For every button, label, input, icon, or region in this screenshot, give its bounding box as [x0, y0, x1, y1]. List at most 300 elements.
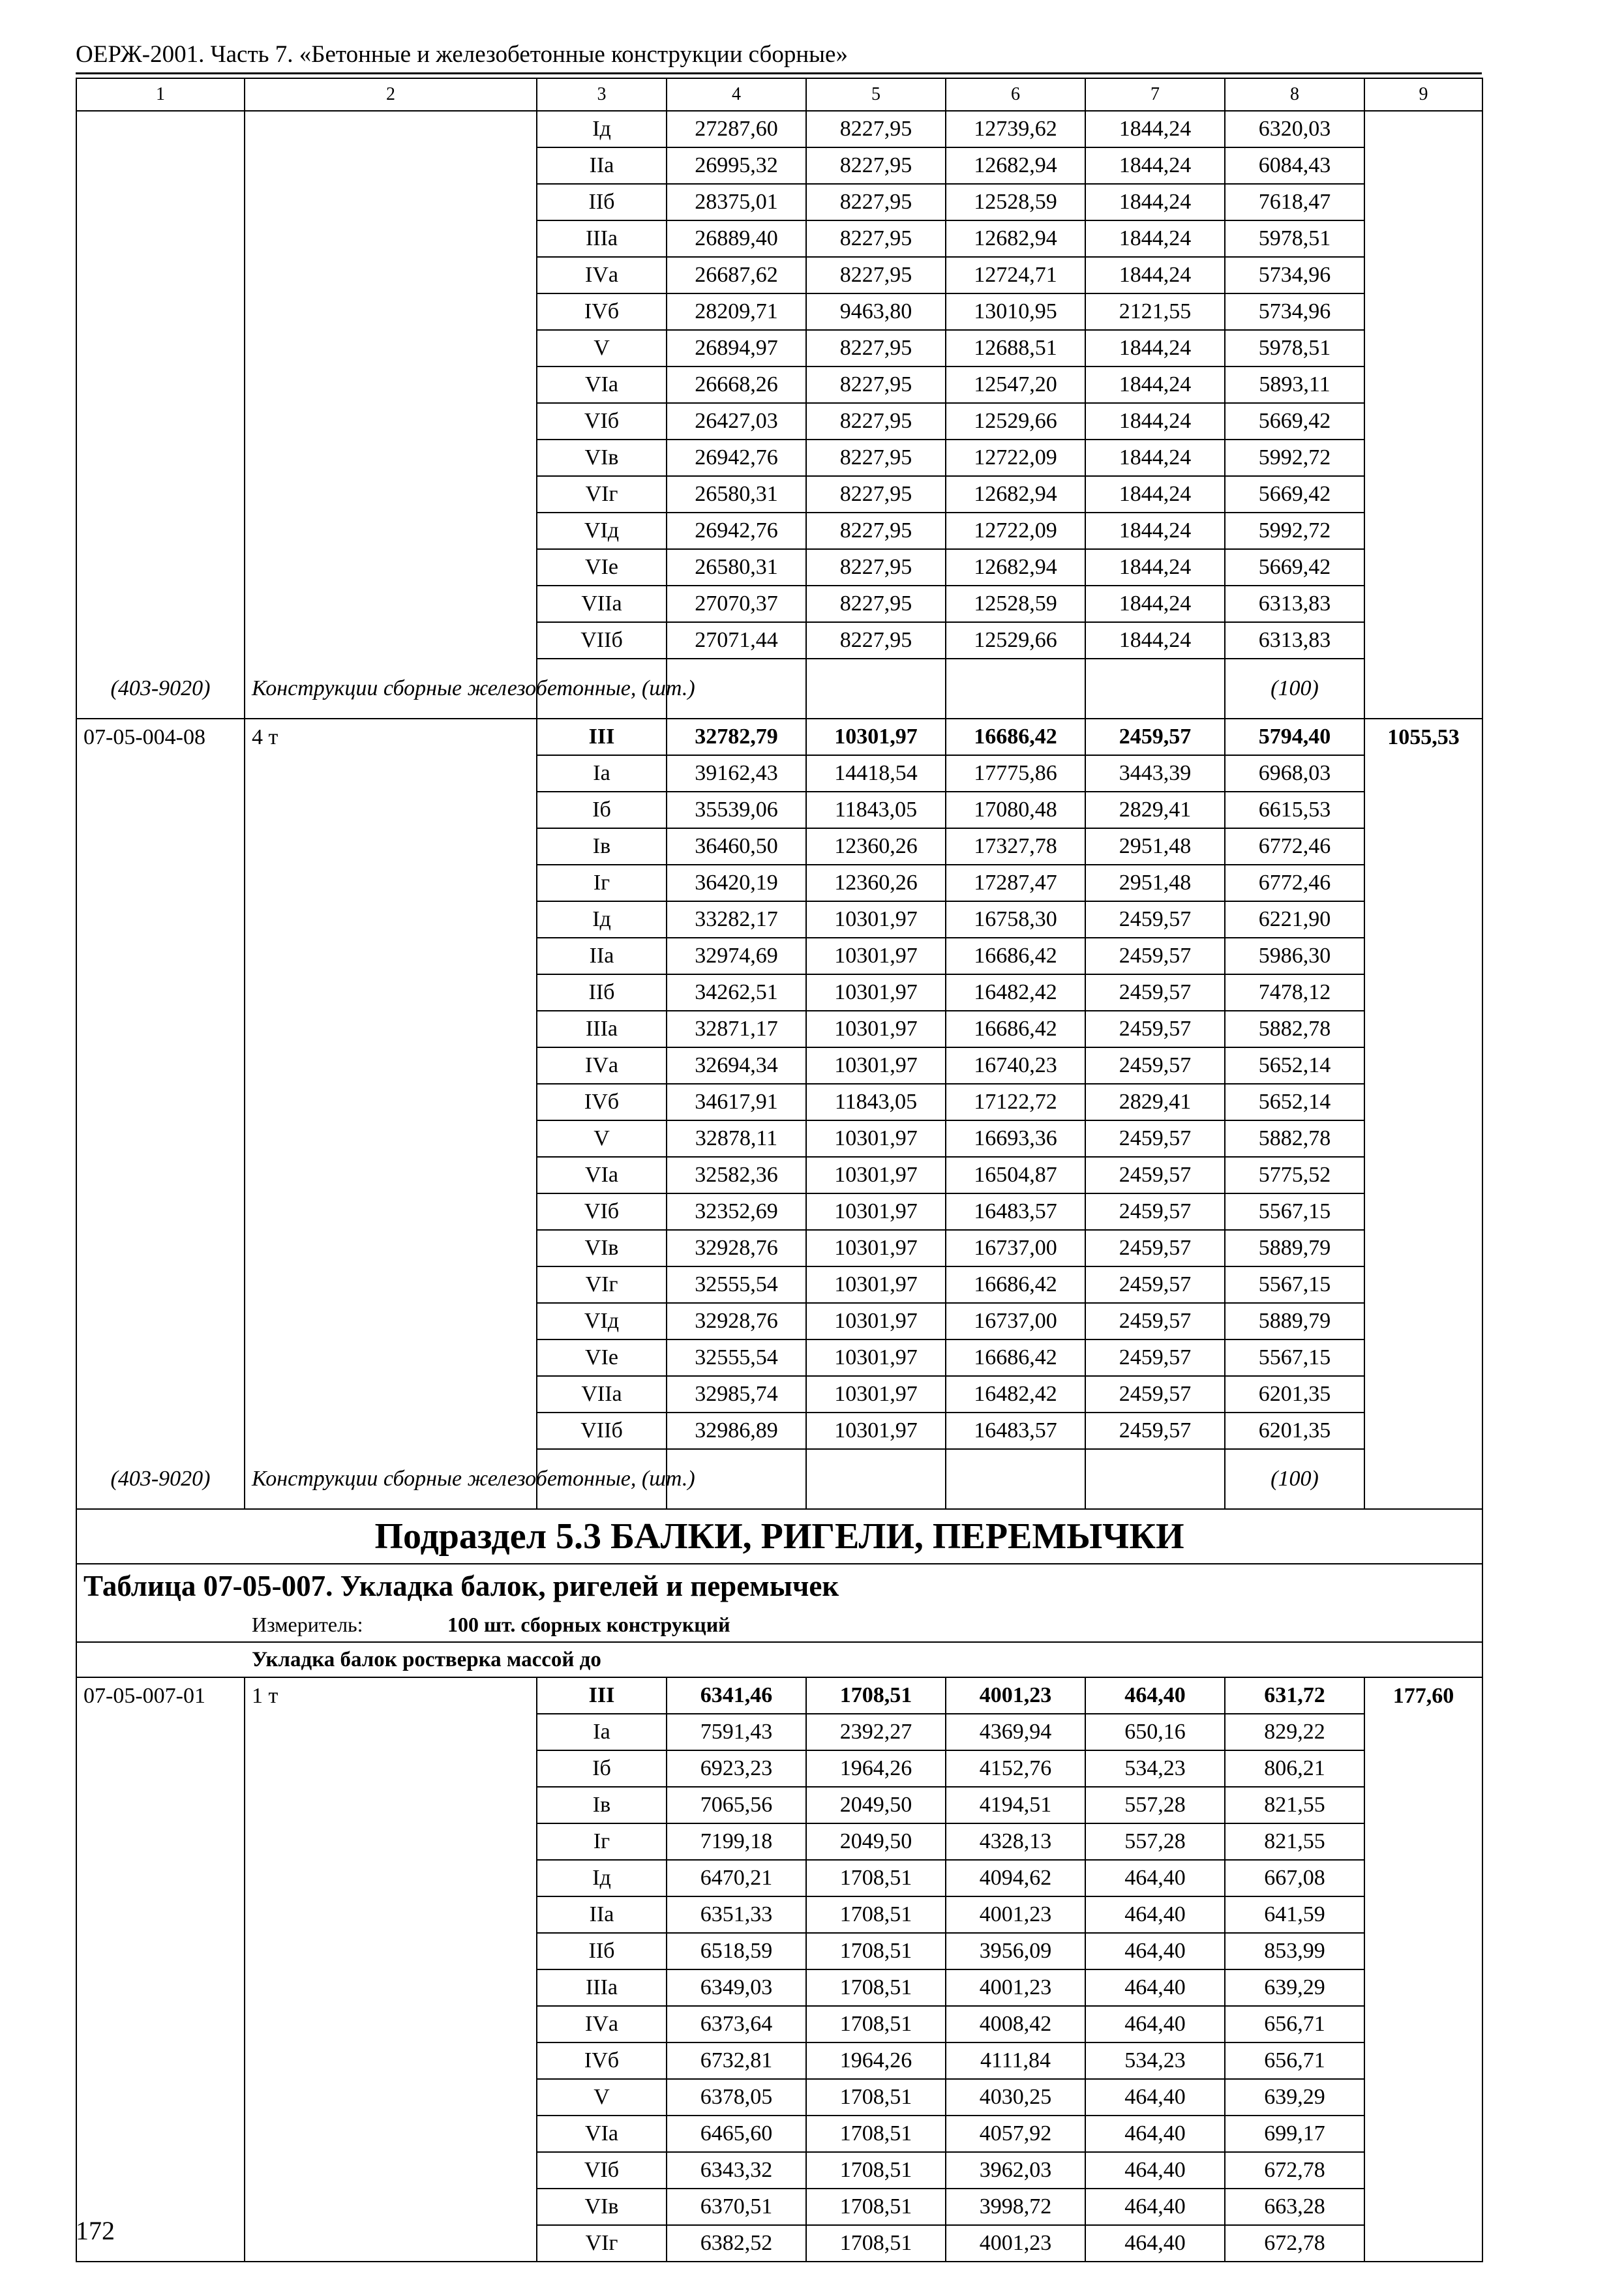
- cost-value: 4008,42: [946, 2006, 1085, 2042]
- cost-value: 10301,97: [806, 1303, 946, 1339]
- cost-value: 6923,23: [667, 1750, 806, 1787]
- rate-code: [76, 513, 245, 549]
- labor-total: [1364, 513, 1482, 549]
- rate-code: [76, 147, 245, 184]
- rate-row: [76, 2116, 1482, 2152]
- rate-code: [76, 1823, 245, 1860]
- rate-code: [76, 974, 245, 1011]
- zone-code: Iд: [537, 1860, 667, 1896]
- rate-row: [76, 792, 1482, 828]
- cost-value: 656,71: [1225, 2042, 1364, 2079]
- cost-value: 821,55: [1225, 1787, 1364, 1823]
- cost-value: 8227,95: [806, 367, 946, 403]
- cost-value: 1844,24: [1085, 440, 1225, 476]
- cost-value: 11843,05: [806, 1084, 946, 1120]
- rate-code: [76, 1011, 245, 1047]
- cost-value: 464,40: [1085, 2225, 1225, 2262]
- zone-code: IIа: [537, 938, 667, 974]
- zone-code: V: [537, 330, 667, 367]
- cost-value: 7199,18: [667, 1823, 806, 1860]
- cost-value: 2829,41: [1085, 792, 1225, 828]
- rate-row: [76, 1084, 1482, 1120]
- cost-value: 6313,83: [1225, 586, 1364, 622]
- cost-value: 17122,72: [946, 1084, 1085, 1120]
- table-title-row: [76, 1564, 1482, 1609]
- rate-row: [76, 293, 1482, 330]
- rate-row: [76, 755, 1482, 792]
- rate-code: [76, 403, 245, 440]
- cost-value: 32928,76: [667, 1303, 806, 1339]
- rate-code: [76, 865, 245, 901]
- rate-row: [76, 476, 1482, 513]
- cost-value: 1708,51: [806, 1933, 946, 1969]
- rate-code: [76, 1266, 245, 1303]
- zone-code: Iд: [537, 111, 667, 147]
- cost-value: 639,29: [1225, 2079, 1364, 2116]
- zone-code: Iа: [537, 755, 667, 792]
- rate-name: [245, 330, 537, 367]
- cost-value: 33282,17: [667, 901, 806, 938]
- cost-value: 1708,51: [806, 1860, 946, 1896]
- cost-value: 5889,79: [1225, 1230, 1364, 1266]
- rate-name: 1 т: [245, 1677, 537, 1714]
- cost-value: 4094,62: [946, 1860, 1085, 1896]
- rate-code: [76, 1339, 245, 1376]
- cost-value: 464,40: [1085, 2116, 1225, 2152]
- cost-value: 464,40: [1085, 2079, 1225, 2116]
- cost-value: 1844,24: [1085, 549, 1225, 586]
- labor-total: [1364, 1787, 1482, 1823]
- resource-note-row: [76, 1449, 1482, 1509]
- cost-value: 5652,14: [1225, 1047, 1364, 1084]
- cost-value: 34617,91: [667, 1084, 806, 1120]
- cost-value: 12688,51: [946, 330, 1085, 367]
- cost-value: 5669,42: [1225, 403, 1364, 440]
- column-number: 4: [667, 78, 806, 111]
- rate-row: [76, 1193, 1482, 1230]
- labor-total: [1364, 1896, 1482, 1933]
- labor-total: [1364, 622, 1482, 659]
- header-rule: [76, 72, 1482, 74]
- cost-value: 5734,96: [1225, 257, 1364, 293]
- cost-value: 4328,13: [946, 1823, 1085, 1860]
- cost-value: 2459,57: [1085, 1339, 1225, 1376]
- rate-name: [245, 865, 537, 901]
- labor-total: [1364, 1750, 1482, 1787]
- zone-code: Iг: [537, 865, 667, 901]
- cost-value: 464,40: [1085, 1933, 1225, 1969]
- cost-value: 36460,50: [667, 828, 806, 865]
- cost-value: 26427,03: [667, 403, 806, 440]
- rate-name: [245, 549, 537, 586]
- rate-code: [76, 938, 245, 974]
- rate-row: [76, 622, 1482, 659]
- labor-total: [1364, 2116, 1482, 2152]
- cost-value: 853,99: [1225, 1933, 1364, 1969]
- zone-code: IIа: [537, 1896, 667, 1933]
- cost-value: 4001,23: [946, 1969, 1085, 2006]
- rate-code: [76, 220, 245, 257]
- rates-table: [76, 78, 1483, 2262]
- labor-total: 177,60: [1364, 1677, 1482, 1714]
- cost-value: 26942,76: [667, 513, 806, 549]
- empty-cell: [1364, 1449, 1482, 1509]
- labor-total: [1364, 2189, 1482, 2225]
- zone-code: IVа: [537, 257, 667, 293]
- cost-value: 3998,72: [946, 2189, 1085, 2225]
- cost-value: 10301,97: [806, 1157, 946, 1193]
- cost-value: 10301,97: [806, 938, 946, 974]
- rate-name: [245, 476, 537, 513]
- cost-value: 17080,48: [946, 792, 1085, 828]
- labor-total: [1364, 1230, 1482, 1266]
- labor-total: [1364, 111, 1482, 147]
- page-number: 172: [76, 2216, 115, 2245]
- labor-total: [1364, 330, 1482, 367]
- cost-value: 10301,97: [806, 1230, 946, 1266]
- zone-code: IIб: [537, 1933, 667, 1969]
- cost-value: 12360,26: [806, 865, 946, 901]
- zone-code: VIд: [537, 1303, 667, 1339]
- zone-code: VIа: [537, 1157, 667, 1193]
- labor-total: [1364, 1376, 1482, 1413]
- cost-value: 557,28: [1085, 1823, 1225, 1860]
- labor-total: [1364, 1969, 1482, 2006]
- cost-value: 5669,42: [1225, 476, 1364, 513]
- labor-total: 1055,53: [1364, 719, 1482, 755]
- cost-value: 464,40: [1085, 1969, 1225, 2006]
- rate-name: [245, 2225, 537, 2262]
- cost-value: 12547,20: [946, 367, 1085, 403]
- cost-value: 8227,95: [806, 147, 946, 184]
- labor-total: [1364, 2006, 1482, 2042]
- cost-value: 6084,43: [1225, 147, 1364, 184]
- cost-value: 32871,17: [667, 1011, 806, 1047]
- rate-name: [245, 293, 537, 330]
- cost-value: 12724,71: [946, 257, 1085, 293]
- cost-value: 16504,87: [946, 1157, 1085, 1193]
- rate-row: [76, 974, 1482, 1011]
- cost-value: 6772,46: [1225, 828, 1364, 865]
- rate-name: [245, 755, 537, 792]
- cost-value: 12739,62: [946, 111, 1085, 147]
- cost-value: 34262,51: [667, 974, 806, 1011]
- labor-total: [1364, 2152, 1482, 2189]
- page-header: ОЕРЖ-2001. Часть 7. «Бетонные и железобетонные конструкции сборные»: [76, 41, 848, 68]
- zone-code: VIе: [537, 549, 667, 586]
- labor-total: [1364, 549, 1482, 586]
- cost-value: 534,23: [1085, 2042, 1225, 2079]
- labor-total: [1364, 147, 1482, 184]
- column-number-row: [76, 78, 1482, 111]
- cost-value: 6732,81: [667, 2042, 806, 2079]
- rate-code: 07-05-004-08: [76, 719, 245, 755]
- zone-code: Iг: [537, 1823, 667, 1860]
- rate-code: [76, 1413, 245, 1449]
- labor-total: [1364, 1413, 1482, 1449]
- rate-name: [245, 2006, 537, 2042]
- cost-value: 639,29: [1225, 1969, 1364, 2006]
- labor-total: [1364, 938, 1482, 974]
- zone-code: VIе: [537, 1339, 667, 1376]
- rate-row: [76, 1120, 1482, 1157]
- cost-value: 3956,09: [946, 1933, 1085, 1969]
- cost-value: 16686,42: [946, 1011, 1085, 1047]
- cost-value: 464,40: [1085, 2152, 1225, 2189]
- rate-code: [76, 1787, 245, 1823]
- cost-value: 3443,39: [1085, 755, 1225, 792]
- cost-value: 2121,55: [1085, 293, 1225, 330]
- cost-value: 1844,24: [1085, 622, 1225, 659]
- rate-code: [76, 1969, 245, 2006]
- cost-value: 26942,76: [667, 440, 806, 476]
- resource-code: (403-9020): [76, 1449, 245, 1509]
- resource-note-row: [76, 659, 1482, 719]
- cost-value: 1844,24: [1085, 111, 1225, 147]
- rate-name: [245, 1413, 537, 1449]
- rate-name: [245, 1339, 537, 1376]
- rate-name: [245, 1969, 537, 2006]
- rate-code: [76, 1047, 245, 1084]
- rate-row: [76, 1011, 1482, 1047]
- cost-value: 2459,57: [1085, 901, 1225, 938]
- rate-row: [76, 330, 1482, 367]
- cost-value: 1964,26: [806, 1750, 946, 1787]
- labor-total: [1364, 220, 1482, 257]
- rate-code: [76, 367, 245, 403]
- cost-value: 16482,42: [946, 1376, 1085, 1413]
- table-title: Таблица 07-05-007. Укладка балок, ригелей и перемычек: [76, 1564, 1482, 1609]
- cost-value: 4001,23: [946, 1896, 1085, 1933]
- rate-code: [76, 1860, 245, 1896]
- cost-value: 6320,03: [1225, 111, 1364, 147]
- cost-value: 32878,11: [667, 1120, 806, 1157]
- cost-value: 26995,32: [667, 147, 806, 184]
- cost-value: 2951,48: [1085, 865, 1225, 901]
- rate-row: [76, 2152, 1482, 2189]
- cost-value: 32352,69: [667, 1193, 806, 1230]
- rate-code: [76, 2006, 245, 2042]
- cost-value: 1708,51: [806, 2189, 946, 2225]
- cost-value: 2459,57: [1085, 1413, 1225, 1449]
- zone-code: VIIб: [537, 1413, 667, 1449]
- cost-value: 6772,46: [1225, 865, 1364, 901]
- labor-total: [1364, 2042, 1482, 2079]
- cost-value: 557,28: [1085, 1787, 1225, 1823]
- cost-value: 5567,15: [1225, 1339, 1364, 1376]
- rate-row: [76, 440, 1482, 476]
- cost-value: 10301,97: [806, 1376, 946, 1413]
- cost-value: 12529,66: [946, 622, 1085, 659]
- column-number: 8: [1225, 78, 1364, 111]
- rate-row: [76, 1750, 1482, 1787]
- zone-code: IIб: [537, 184, 667, 220]
- cost-value: 4111,84: [946, 2042, 1085, 2079]
- cost-value: 6313,83: [1225, 622, 1364, 659]
- cost-value: 6221,90: [1225, 901, 1364, 938]
- rate-code: [76, 440, 245, 476]
- cost-value: 7618,47: [1225, 184, 1364, 220]
- zone-code: VIг: [537, 2225, 667, 2262]
- cost-value: 5734,96: [1225, 293, 1364, 330]
- rate-row: [76, 719, 1482, 755]
- cost-value: 699,17: [1225, 2116, 1364, 2152]
- cost-value: 27287,60: [667, 111, 806, 147]
- empty-cell: [806, 1449, 946, 1509]
- cost-value: 7478,12: [1225, 974, 1364, 1011]
- labor-total: [1364, 1933, 1482, 1969]
- rate-name: [245, 1896, 537, 1933]
- cost-value: 2049,50: [806, 1823, 946, 1860]
- cost-value: 10301,97: [806, 1011, 946, 1047]
- cost-value: 16758,30: [946, 901, 1085, 938]
- cost-value: 26894,97: [667, 330, 806, 367]
- labor-total: [1364, 1047, 1482, 1084]
- empty-cell: [1085, 659, 1225, 719]
- cost-value: 8227,95: [806, 111, 946, 147]
- cost-value: 27071,44: [667, 622, 806, 659]
- rate-row: [76, 2006, 1482, 2042]
- labor-total: [1364, 1193, 1482, 1230]
- labor-total: [1364, 293, 1482, 330]
- rate-row: [76, 257, 1482, 293]
- cost-value: 3962,03: [946, 2152, 1085, 2189]
- cost-value: 7591,43: [667, 1714, 806, 1750]
- cost-value: 5882,78: [1225, 1011, 1364, 1047]
- labor-total: [1364, 755, 1482, 792]
- rate-name: [245, 792, 537, 828]
- cost-value: 1844,24: [1085, 330, 1225, 367]
- cost-value: 5889,79: [1225, 1303, 1364, 1339]
- rate-name: [245, 901, 537, 938]
- rate-row: [76, 1047, 1482, 1084]
- cost-value: 10301,97: [806, 1047, 946, 1084]
- cost-value: 17327,78: [946, 828, 1085, 865]
- labor-total: [1364, 2225, 1482, 2262]
- labor-total: [1364, 1303, 1482, 1339]
- rate-name: [245, 1860, 537, 1896]
- cost-value: 2459,57: [1085, 1230, 1225, 1266]
- rate-code: [76, 293, 245, 330]
- rate-code: [76, 755, 245, 792]
- cost-value: 5992,72: [1225, 440, 1364, 476]
- rate-row: [76, 549, 1482, 586]
- rate-code: [76, 1896, 245, 1933]
- zone-code: VIв: [537, 2189, 667, 2225]
- cost-value: 16686,42: [946, 1266, 1085, 1303]
- cost-value: 17287,47: [946, 865, 1085, 901]
- rate-name: [245, 2116, 537, 2152]
- zone-code: Iб: [537, 792, 667, 828]
- cost-value: 656,71: [1225, 2006, 1364, 2042]
- rate-code: [76, 1750, 245, 1787]
- cost-value: 5978,51: [1225, 220, 1364, 257]
- cost-value: 26580,31: [667, 476, 806, 513]
- empty-cell: [1364, 659, 1482, 719]
- cost-value: 32974,69: [667, 938, 806, 974]
- rate-row: [76, 1787, 1482, 1823]
- zone-code: IIIа: [537, 220, 667, 257]
- rate-name: [245, 1120, 537, 1157]
- rate-row: [76, 1230, 1482, 1266]
- cost-value: 8227,95: [806, 184, 946, 220]
- rate-row: [76, 1969, 1482, 2006]
- labor-total: [1364, 367, 1482, 403]
- rate-code: [76, 330, 245, 367]
- labor-total: [1364, 792, 1482, 828]
- cost-value: 6349,03: [667, 1969, 806, 2006]
- zone-code: VIIб: [537, 622, 667, 659]
- rate-name: [245, 1787, 537, 1823]
- rate-name: [245, 1933, 537, 1969]
- cost-value: 10301,97: [806, 1339, 946, 1376]
- rate-row: [76, 1860, 1482, 1896]
- rate-code: [76, 1120, 245, 1157]
- cost-value: 6470,21: [667, 1860, 806, 1896]
- group-title-row: [76, 1642, 1482, 1677]
- rate-code: [76, 1714, 245, 1750]
- cost-value: 12682,94: [946, 220, 1085, 257]
- rate-row: [76, 1303, 1482, 1339]
- zone-code: IIIа: [537, 1011, 667, 1047]
- cost-value: 6373,64: [667, 2006, 806, 2042]
- zone-code: VIа: [537, 2116, 667, 2152]
- rate-name: [245, 147, 537, 184]
- cost-value: 6351,33: [667, 1896, 806, 1933]
- cost-value: 534,23: [1085, 1750, 1225, 1787]
- rate-name: [245, 111, 537, 147]
- zone-code: VIд: [537, 513, 667, 549]
- rate-row: [76, 367, 1482, 403]
- subsection-title: Подраздел 5.3 БАЛКИ, РИГЕЛИ, ПЕРЕМЫЧКИ: [76, 1509, 1482, 1564]
- labor-total: [1364, 1266, 1482, 1303]
- rate-code: [76, 2079, 245, 2116]
- cost-value: 1844,24: [1085, 586, 1225, 622]
- rate-name: [245, 1230, 537, 1266]
- cost-value: 829,22: [1225, 1714, 1364, 1750]
- cost-value: 6382,52: [667, 2225, 806, 2262]
- rate-row: [76, 1339, 1482, 1376]
- labor-total: [1364, 1084, 1482, 1120]
- cost-value: 12528,59: [946, 184, 1085, 220]
- cost-value: 2459,57: [1085, 1266, 1225, 1303]
- cost-value: 26668,26: [667, 367, 806, 403]
- cost-value: 8227,95: [806, 440, 946, 476]
- cost-value: 4057,92: [946, 2116, 1085, 2152]
- rate-name: [245, 1011, 537, 1047]
- cost-value: 28375,01: [667, 184, 806, 220]
- cost-value: 35539,06: [667, 792, 806, 828]
- rate-code: [76, 1230, 245, 1266]
- cost-value: 5986,30: [1225, 938, 1364, 974]
- rate-code: [76, 1376, 245, 1413]
- cost-value: 16482,42: [946, 974, 1085, 1011]
- zone-code: VIIа: [537, 1376, 667, 1413]
- cost-value: 1708,51: [806, 1896, 946, 1933]
- rate-code: [76, 2042, 245, 2079]
- cost-value: 464,40: [1085, 1677, 1225, 1714]
- cost-value: 39162,43: [667, 755, 806, 792]
- zone-code: Iа: [537, 1714, 667, 1750]
- cost-value: 2459,57: [1085, 1120, 1225, 1157]
- cost-value: 26687,62: [667, 257, 806, 293]
- cost-value: 6201,35: [1225, 1413, 1364, 1449]
- rate-code: [76, 257, 245, 293]
- cost-value: 1708,51: [806, 2116, 946, 2152]
- cost-value: 2459,57: [1085, 1011, 1225, 1047]
- cost-value: 16483,57: [946, 1193, 1085, 1230]
- cost-value: 8227,95: [806, 549, 946, 586]
